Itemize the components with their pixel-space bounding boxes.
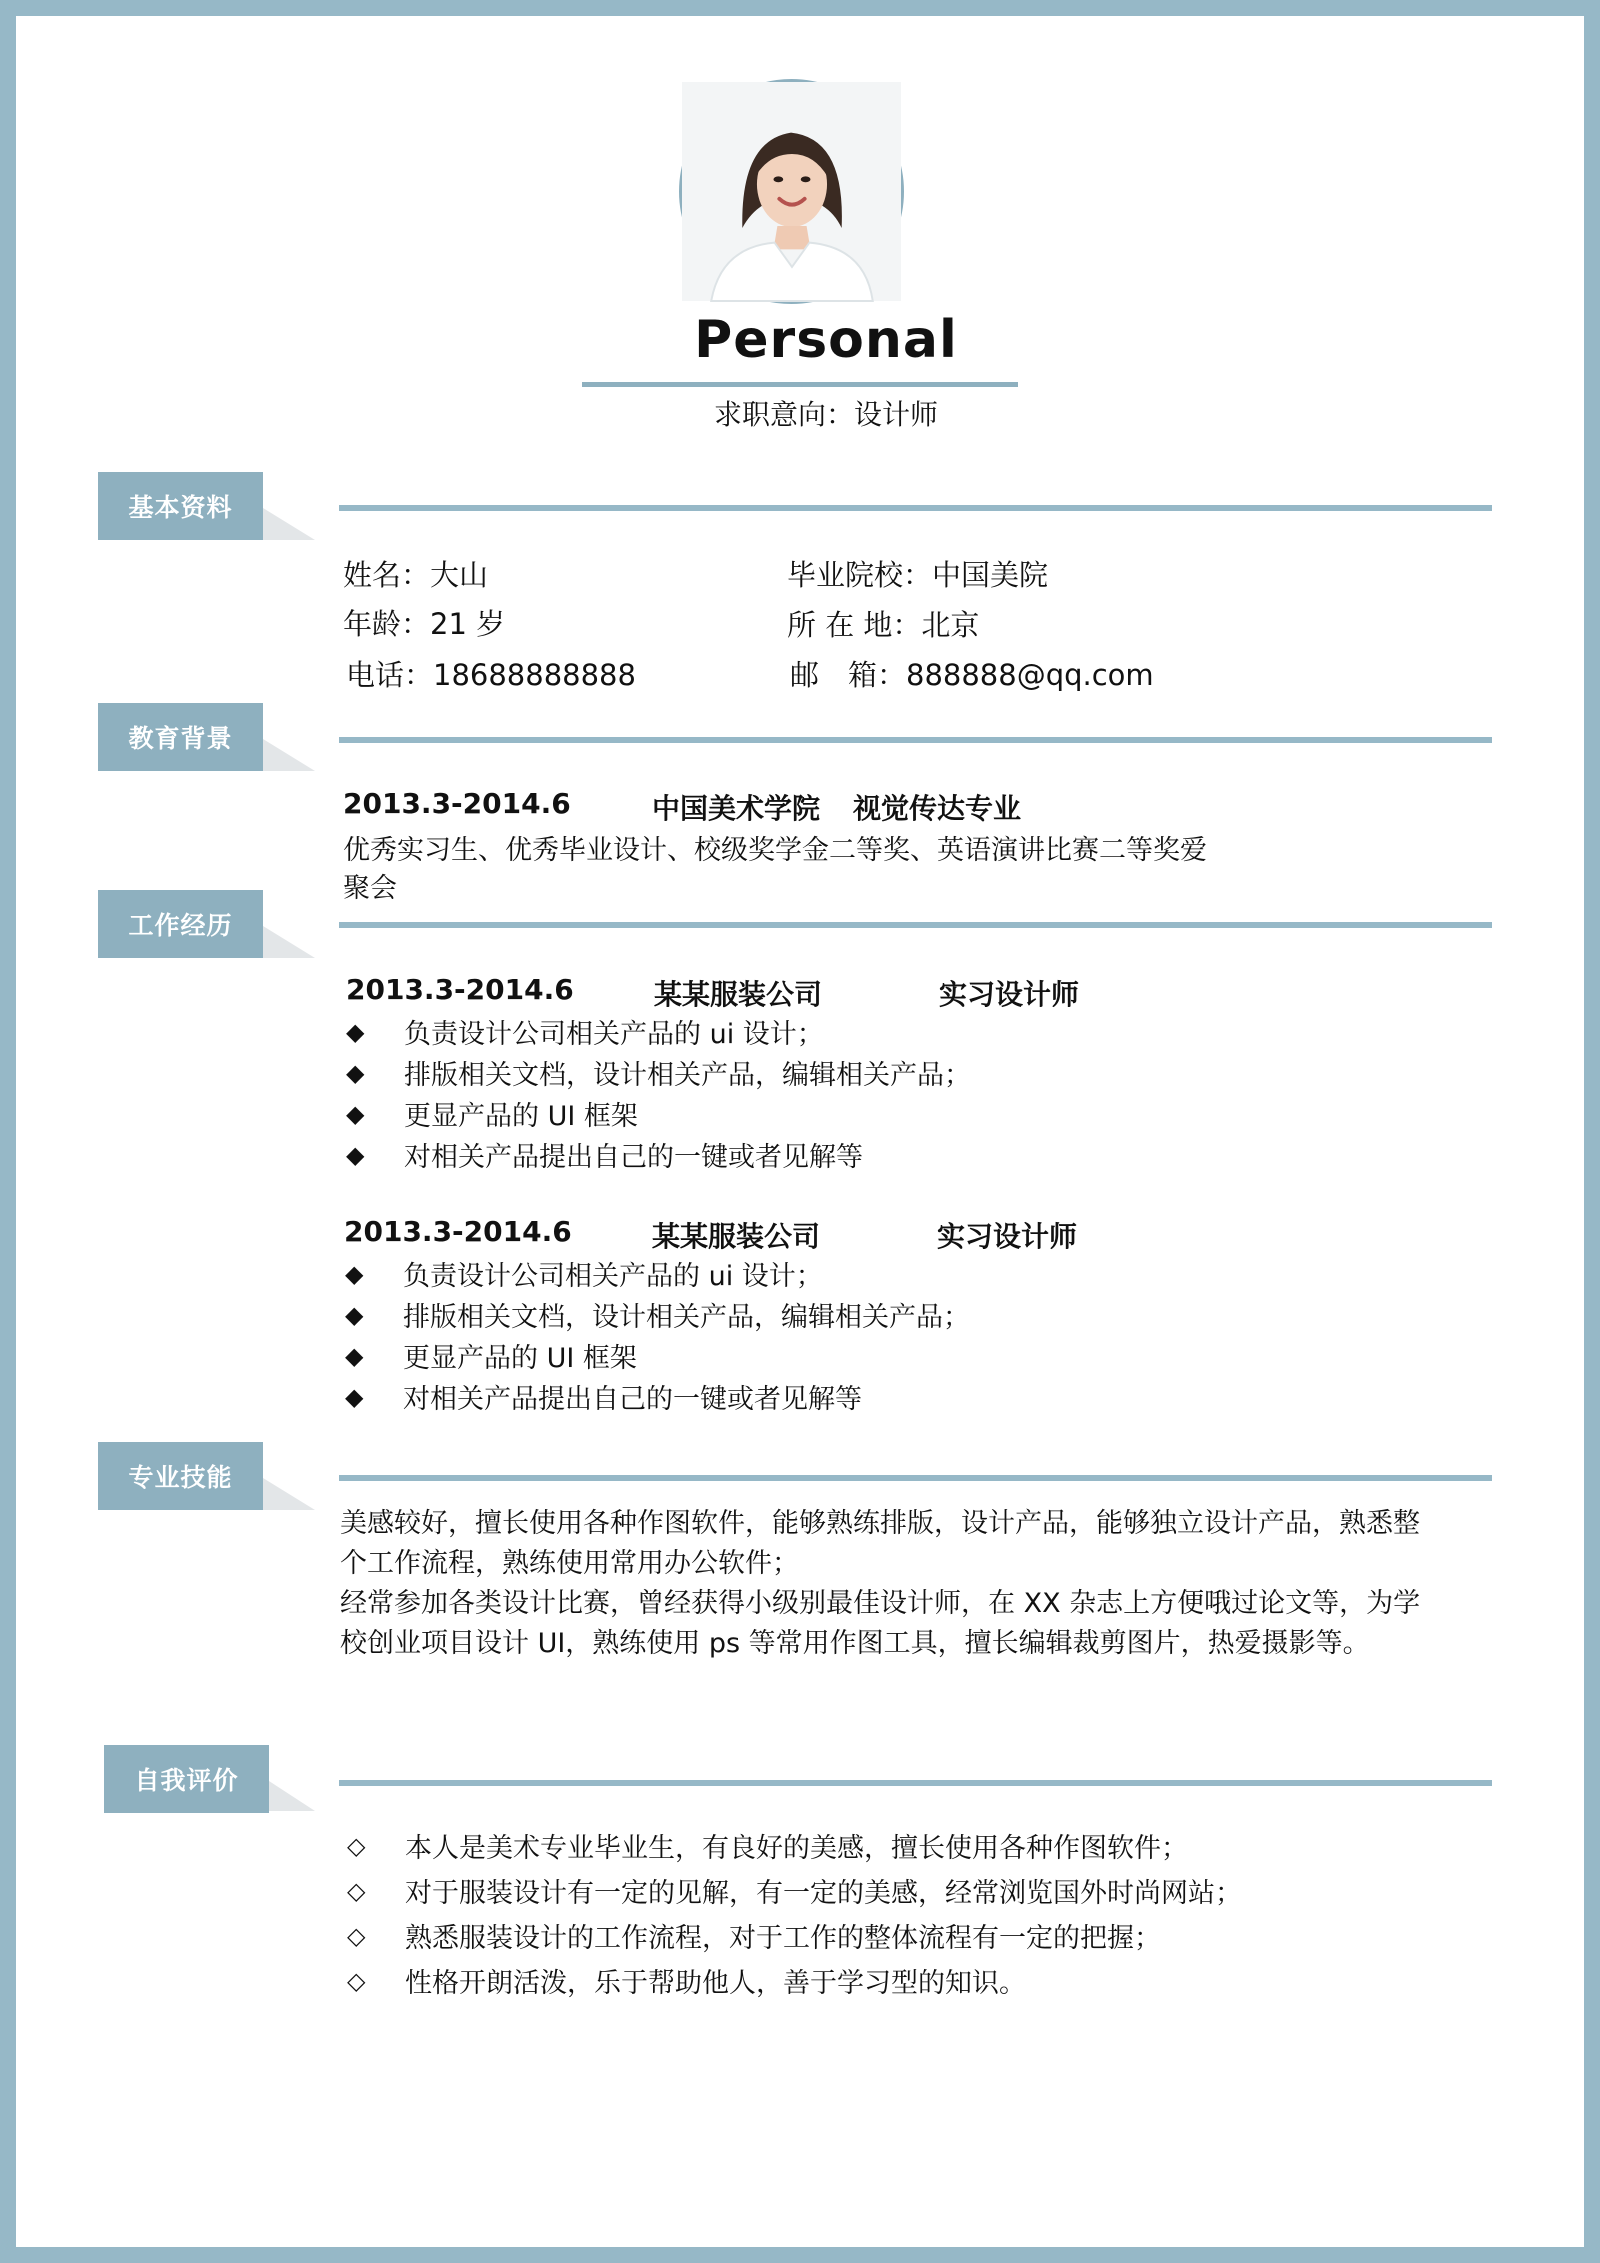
diamond-bullet-icon: ◆ (346, 1058, 365, 1087)
list-item (346, 1094, 638, 1133)
job-intent: 求职意向：设计师 (713, 398, 938, 431)
edu-awards-overflow-clip (343, 866, 543, 904)
skills-line: 校创业项目设计 UI，熟练使用 ps 等常用作图工具，擅长编辑裁剪图片，热爱摄影等。 (340, 1628, 1370, 1659)
list-item (345, 1336, 637, 1375)
list-item (346, 1012, 824, 1051)
skills-line: 美感较好，擅长使用各种作图软件，能够熟练排版，设计产品，能够独立设计产品，熟悉整 (340, 1508, 1420, 1539)
self-eval-item: 熟悉服装设计的工作流程，对于工作的整体流程有一定的把握； (405, 1923, 1161, 1954)
job-duty: 负责设计公司相关产品的 ui 设计； (403, 1261, 823, 1292)
diamond-bullet-icon: ◆ (345, 1382, 364, 1411)
skills-paragraph (340, 1504, 1500, 1664)
list-item (345, 1295, 970, 1334)
edu-period: 2013.3-2014.6 (343, 787, 571, 820)
list-item (345, 1254, 823, 1293)
diamond-bullet-icon: ◆ (346, 1017, 365, 1046)
section-tag-shadow (269, 1781, 315, 1811)
section-tag-shadow (263, 508, 315, 540)
job-role: 实习设计师 (939, 978, 1080, 1011)
diamond-bullet-icon: ◆ (346, 1140, 365, 1169)
hollow-diamond-bullet-icon: ◇ (347, 1876, 366, 1905)
resume-name: Personal (694, 310, 958, 370)
diamond-bullet-icon: ◆ (345, 1341, 364, 1370)
skills-line: 经常参加各类设计比赛，曾经获得小级别最佳设计师，在 XX 杂志上方便哦过论文等，为学 (340, 1588, 1421, 1619)
job-period: 2013.3-2014.6 (346, 973, 574, 1006)
job-duty: 排版相关文档，设计相关产品，编辑相关产品； (404, 1060, 971, 1091)
title-underline (582, 382, 1018, 387)
info-location: 所 在 地：北京 (787, 608, 980, 642)
section-rule-self (339, 1780, 1492, 1786)
hollow-diamond-bullet-icon: ◇ (347, 1831, 366, 1860)
section-rule-basic (339, 505, 1492, 511)
job-duty: 对相关产品提出自己的一键或者见解等 (404, 1142, 863, 1173)
job-company: 某某服装公司 (652, 1220, 821, 1253)
info-name: 姓名：大山 (343, 558, 489, 592)
edu-major: 视觉传达专业 (853, 792, 1022, 825)
avatar-portrait-icon (682, 82, 901, 301)
section-rule-work (339, 922, 1492, 928)
section-tag-shadow (263, 739, 315, 771)
info-age: 年龄：21 岁 (343, 607, 506, 641)
job-duty: 排版相关文档，设计相关产品，编辑相关产品； (403, 1302, 970, 1333)
job-duty: 对相关产品提出自己的一键或者见解等 (403, 1384, 862, 1415)
section-tag-self: 自我评价 (104, 1745, 269, 1813)
edu-awards: 优秀实习生、优秀毕业设计、校级奖学金二等奖、英语演讲比赛二等奖爱 (343, 835, 1207, 866)
section-tag-work: 工作经历 (98, 890, 263, 958)
job-duty: 负责设计公司相关产品的 ui 设计； (404, 1019, 824, 1050)
list-item (347, 1961, 1026, 2000)
self-eval-item: 对于服装设计有一定的见解，有一定的美感，经常浏览国外时尚网站； (405, 1878, 1242, 1909)
list-item (345, 1377, 862, 1416)
edu-awards-overflow: 聚会 (343, 873, 397, 904)
list-item (347, 1916, 1161, 1955)
job-company: 某某服装公司 (654, 978, 823, 1011)
section-tag-education: 教育背景 (98, 703, 263, 771)
list-item (346, 1053, 971, 1092)
job-duty: 更显产品的 UI 框架 (403, 1343, 637, 1374)
job-period: 2013.3-2014.6 (344, 1215, 572, 1248)
skills-line: 个工作流程，熟练使用常用办公软件； (340, 1548, 799, 1579)
hollow-diamond-bullet-icon: ◇ (347, 1966, 366, 1995)
info-school: 毕业院校：中国美院 (787, 558, 1049, 592)
info-email: 邮 箱：888888@qq.com (790, 658, 1154, 692)
self-eval-item: 本人是美术专业毕业生，有良好的美感，擅长使用各种作图软件； (405, 1833, 1188, 1864)
info-phone: 电话：18688888888 (346, 658, 636, 692)
job-duty: 更显产品的 UI 框架 (404, 1101, 638, 1132)
profile-photo (679, 79, 904, 304)
section-rule-education (339, 737, 1492, 743)
job-role: 实习设计师 (937, 1220, 1078, 1253)
hollow-diamond-bullet-icon: ◇ (347, 1921, 366, 1950)
section-tag-skills: 专业技能 (98, 1442, 263, 1510)
self-eval-item: 性格开朗活泼，乐于帮助他人，善于学习型的知识。 (405, 1968, 1026, 1999)
list-item (347, 1826, 1188, 1865)
section-tag-basic: 基本资料 (98, 472, 263, 540)
diamond-bullet-icon: ◆ (345, 1300, 364, 1329)
list-item (347, 1871, 1242, 1910)
section-tag-shadow (263, 926, 315, 958)
edu-school: 中国美术学院 (652, 792, 821, 825)
diamond-bullet-icon: ◆ (346, 1099, 365, 1128)
list-item (346, 1135, 863, 1174)
diamond-bullet-icon: ◆ (345, 1259, 364, 1288)
section-tag-shadow (263, 1478, 315, 1510)
section-rule-skills (339, 1475, 1492, 1481)
